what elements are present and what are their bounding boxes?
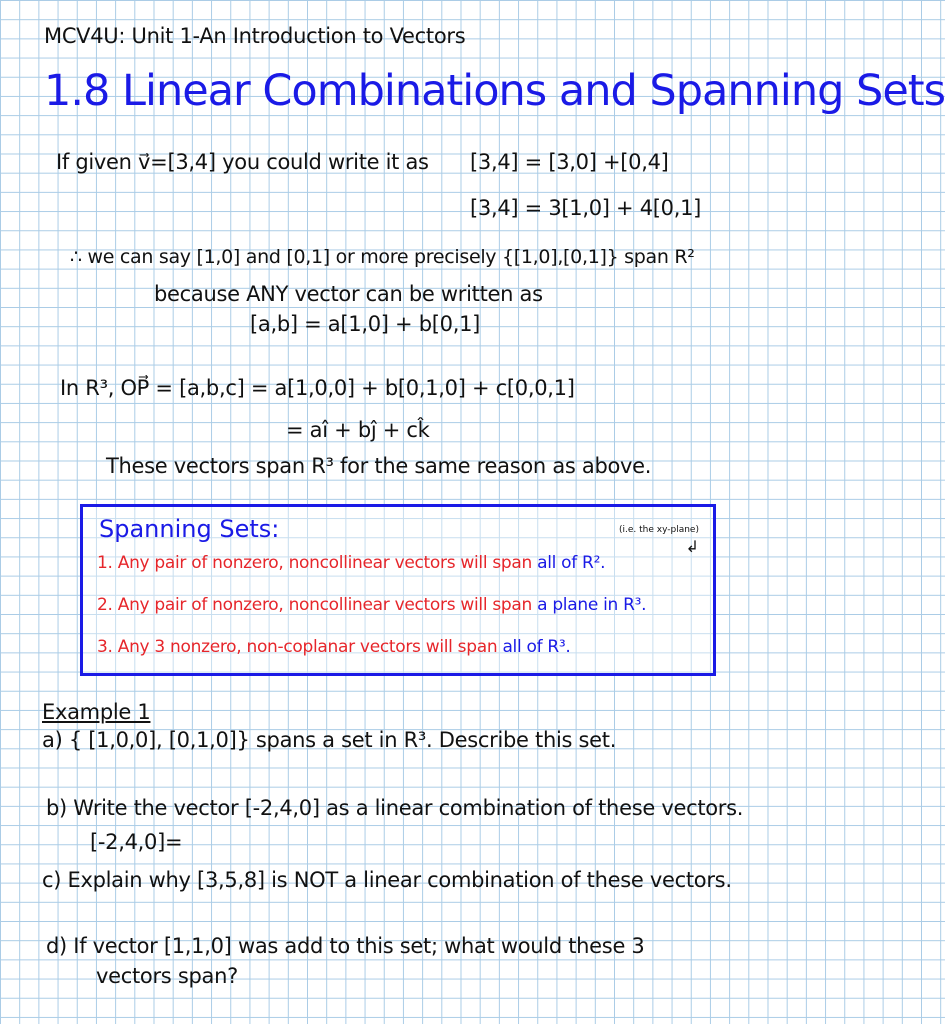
spanning-item-2: 2. Any pair of nonzero, noncollinear vectors will span a plane in R³. (97, 595, 647, 615)
r3-line-3: These vectors span R³ for the same reason as above. (106, 454, 652, 478)
example-part-c: c) Explain why [3,5,8] is NOT a linear combination of these vectors. (42, 868, 732, 892)
example-part-b-answer: [-2,4,0]= (90, 830, 183, 854)
spanning-item-3: 3. Any 3 nonzero, non-coplanar vectors will span all of R³. (97, 637, 571, 657)
example-heading: Example 1 (42, 700, 151, 724)
example-part-d: d) If vector [1,1,0] was add to this set; what would these 3 (46, 934, 645, 958)
curved-arrow-icon: ↲ (685, 537, 699, 556)
intro-line-1-left: If given v⃗=[3,4] you could write it as (56, 150, 429, 174)
unit-header: MCV4U: Unit 1-An Introduction to Vectors (44, 24, 466, 48)
spanning-sets-box (80, 504, 716, 676)
intro-line-4: because ANY vector can be written as (154, 282, 543, 306)
r3-line-2: = aî + bĵ + ck̂ (286, 418, 430, 442)
example-part-a: a) { [1,0,0], [0,1,0]} spans a set in R³. Describe this set. (42, 728, 617, 752)
intro-line-3: ∴ we can say [1,0] and [0,1] or more precisely {[1,0],[0,1]} span R² (70, 246, 695, 268)
intro-line-2-right: [3,4] = 3[1,0] + 4[0,1] (470, 196, 702, 220)
example-part-b: b) Write the vector [-2,4,0] as a linear combination of these vectors. (46, 796, 744, 820)
spanning-sets-title: Spanning Sets: (99, 515, 280, 543)
intro-line-1-right: [3,4] = [3,0] +[0,4] (470, 150, 669, 174)
page-title: 1.8 Linear Combinations and Spanning Sets (44, 66, 945, 116)
spanning-item-1: 1. Any pair of nonzero, noncollinear vectors will span all of R². (97, 553, 606, 573)
r3-line-1: In R³, OP⃗ = [a,b,c] = a[1,0,0] + b[0,1,0] + c[0,0,1] (60, 376, 575, 400)
intro-line-5: [a,b] = a[1,0] + b[0,1] (250, 312, 481, 336)
xy-plane-note: (i.e. the xy-plane) (619, 525, 699, 535)
example-part-d-line-2: vectors span? (96, 964, 238, 988)
